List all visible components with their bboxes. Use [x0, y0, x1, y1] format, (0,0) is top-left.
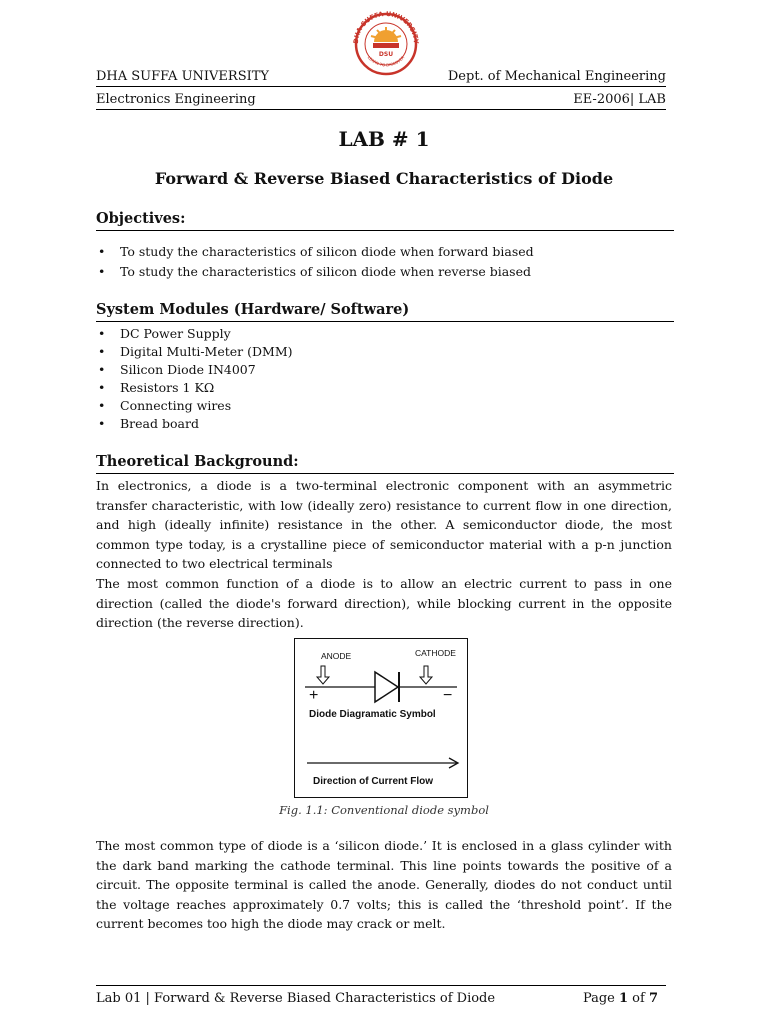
footer-divider — [96, 985, 666, 986]
lab-subtitle: Forward & Reverse Biased Characteristics of Diode — [154, 169, 614, 188]
background-paragraph-2: The most common function of a diode is to allow an electric current to pass in one direction (called the diode's forward direction), while blocking current in the opposite direction (the reverse direction). — [96, 576, 672, 630]
list-item: • To study the characteristics of silicon diode when reverse biased — [96, 262, 534, 282]
university-logo — [346, 6, 426, 76]
list-item: • Resistors 1 KΩ — [96, 379, 293, 397]
current-flow-label: Direction of Current Flow — [313, 776, 433, 787]
university-seal-icon — [346, 6, 426, 76]
lab-title: LAB # 1 — [338, 127, 430, 151]
list-item: • To study the characteristics of silicon diode when forward biased — [96, 242, 534, 262]
course-code: EE-2006| LAB — [573, 92, 666, 107]
svg-text:LEARN TO DISCOVER: LEARN TO DISCOVER — [366, 54, 406, 68]
page-prefix: Page — [582, 991, 619, 1006]
anode-label: ANODE — [321, 651, 352, 661]
objectives-list — [96, 242, 534, 282]
background-heading: Theoretical Background: — [96, 453, 674, 474]
svg-text:DSU: DSU — [378, 51, 394, 58]
department-name: Dept. of Mechanical Engineering — [447, 69, 666, 84]
list-item: • Digital Multi-Meter (DMM) — [96, 343, 293, 361]
list-item: • DC Power Supply — [96, 325, 293, 343]
page-of: of — [628, 991, 649, 1006]
list-item: • Bread board — [96, 415, 293, 433]
minus-label: − — [443, 687, 453, 704]
svg-text:DHA SUFFA UNIVERSITY: DHA SUFFA UNIVERSITY — [351, 9, 421, 45]
footer-title: Lab 01 | Forward & Reverse Biased Characteristics of Diode — [96, 991, 496, 1006]
current-page: 1 — [619, 991, 629, 1006]
total-pages: 7 — [648, 991, 658, 1006]
objectives-heading: Objectives: — [96, 210, 674, 231]
silicon-diode-paragraph: The most common type of diode is a ‘silicon diode.’ It is enclosed in a glass cylinder with the dark band marking the cathode terminal. This line points towards the positive of a circuit. The opposite terminal is called the anode. Generally, diodes do not conduct until the voltage reaches approximately 0.7 volts; this is called the ‘threshold point’. If the current becomes too high the diode may crack or melt. — [96, 838, 672, 931]
cathode-label: CATHODE — [415, 648, 456, 658]
diode-symbol-figure — [294, 638, 468, 798]
header-divider-1 — [96, 86, 666, 87]
modules-heading: System Modules (Hardware/ Software) — [96, 301, 674, 322]
list-item: • Connecting wires — [96, 397, 293, 415]
figure-caption: Fig. 1.1: Conventional diode symbol — [279, 803, 489, 817]
course-name: Electronics Engineering — [96, 92, 256, 107]
list-item: • Silicon Diode IN4007 — [96, 361, 293, 379]
header-row-2 — [96, 92, 666, 107]
modules-list — [96, 325, 293, 433]
page-number — [583, 991, 658, 1006]
header-divider-2 — [96, 109, 666, 110]
plus-label: + — [309, 687, 319, 704]
university-name: DHA SUFFA UNIVERSITY — [96, 69, 269, 84]
background-paragraph-1: In electronics, a diode is a two-terminal electronic component with an asymmetric transfer characteristic, with low (ideally zero) resistance to current flow in one direction, and high (ideally infinite) resistance in the other. A semiconductor diode, the most common type today, is a crystalline piece of semiconductor material with a p-n junction connected to two electrical terminals — [96, 478, 672, 571]
header-row-1 — [96, 69, 666, 84]
diode-symbol-label: Diode Diagramatic Symbol — [309, 709, 436, 720]
